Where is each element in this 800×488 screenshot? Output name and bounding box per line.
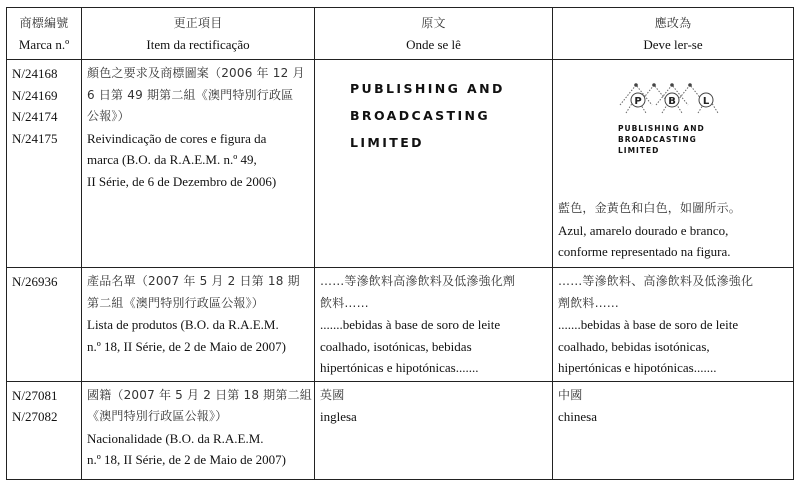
item-zh-line: 第二組《澳門特別行政區公報》） [87,295,265,310]
logo-letter: L [702,96,710,107]
logo-line: PUBLISHING AND [618,124,705,133]
logo-line: PUBLISHING AND [350,81,505,96]
item-zh-line: 公報》） [87,109,130,123]
mark-number: N/24169 [12,87,58,103]
mark-number: N/24174 [12,109,58,124]
corrected-zh-line: ……等滲飲料、高滲飲料及低滲強化 [558,274,754,288]
header-mark-number [7,8,82,60]
corrected-pt-line: chinesa [558,409,597,424]
table-row [7,381,794,479]
item-pt-line: marca (B.O. da R.A.E.M. n.º 49, [87,152,257,167]
original-pt-line: coalhado, isotónicas, bebidas [320,338,472,354]
original-zh-line: 英國 [320,387,345,402]
item-cell [82,381,315,479]
table-row [7,60,794,268]
item-pt-line: Nacionalidade (B.O. da R.A.E.M. [87,430,264,446]
logo-line: BROADCASTING [618,135,697,144]
item-pt-line: II Série, de 6 de Dezembro de 2006) [87,173,277,189]
header-original [315,8,553,60]
header-zh: 原文 [421,16,446,30]
original-pt-line: inglesa [320,409,357,424]
original-pt-line: hipertónicas e hipotónicas....... [320,360,479,375]
item-pt-line: n.º 18, II Série, de 2 de Maio de 2007) [87,452,286,467]
header-zh: 更正項目 [173,16,223,30]
original-zh-line: 飲料…… [320,295,369,310]
header-zh: 應改為 [654,16,692,30]
original-cell [315,268,553,382]
corrected-pt-line: coalhado, bebidas isotónicas, [558,338,710,354]
pbl-logo-mark-icon [616,75,726,121]
corrected-zh-line: 劑飲料…… [558,295,620,310]
item-zh-line: 《澳門特別行政區公報》） [87,409,228,423]
item-zh-line: 國籍（2007 年 5 月 2 日第 18 期第二組 [87,387,312,402]
item-cell [82,60,315,268]
corrected-zh-line: 中國 [558,387,583,402]
item-pt-line: n.º 18, II Série, de 2 de Maio de 2007) [87,338,286,354]
mark-numbers-cell [7,381,82,479]
mark-number: N/24168 [12,66,58,81]
table-row [7,268,794,382]
item-pt-line: Lista de produtos (B.O. da R.A.E.M. [87,317,279,332]
note-pt-line: Azul, amarelo dourado e branco, [558,222,729,238]
corrected-pt-line: .......bebidas à base de soro de leite [558,317,739,332]
header-zh: 商標編號 [19,16,69,30]
original-pt-line: .......bebidas à base de soro de leite [320,317,501,332]
original-zh-line: ……等滲飲料高滲飲料及低滲強化劑 [320,274,516,288]
logo-letter: P [634,96,642,107]
corrected-pt-line: hipertónicas e hipotónicas....... [558,360,717,375]
original-logo-text [350,75,547,156]
mark-numbers-cell [7,268,82,382]
corrected-logo-name [618,123,705,156]
header-item [82,8,315,60]
item-zh-line: 顏色之要求及商標圖案（2006 年 12 月 [87,66,305,80]
mark-number: N/26936 [12,274,58,289]
rectification-table [6,7,794,480]
note-zh: 藍色，金黃色和白色，如圖所示。 [558,201,742,215]
mark-numbers-cell [7,60,82,268]
header-pt: Item da rectificação [146,37,250,52]
item-pt-line: Reivindicação de cores e figura da [87,130,267,146]
corrected-color-note [558,198,788,263]
note-pt-line: conforme representado na figura. [558,244,731,259]
logo-line: BROADCASTING [350,108,491,123]
original-cell [315,381,553,479]
corrected-cell [553,381,794,479]
logo-letter: B [668,96,676,107]
header-pt: Onde se lê [406,37,461,52]
mark-number: N/27082 [12,409,58,424]
corrected-logo-cell [553,60,794,268]
mark-number: N/24175 [12,130,58,146]
header-row [7,8,794,60]
header-pt: Deve ler-se [643,37,703,52]
item-cell [82,268,315,382]
item-zh-line: 6 日第 49 期第二組《澳門特別行政區 [87,87,294,102]
header-pt: Marca n.º [18,37,70,52]
original-logo-cell [315,60,553,268]
corrected-logo [558,63,788,198]
logo-line: LIMITED [350,135,424,150]
logo-line: LIMITED [618,146,660,155]
item-zh-line: 產品名單（2007 年 5 月 2 日第 18 期 [87,274,300,288]
mark-number: N/27081 [12,387,58,403]
corrected-cell [553,268,794,382]
header-corrected [553,8,794,60]
